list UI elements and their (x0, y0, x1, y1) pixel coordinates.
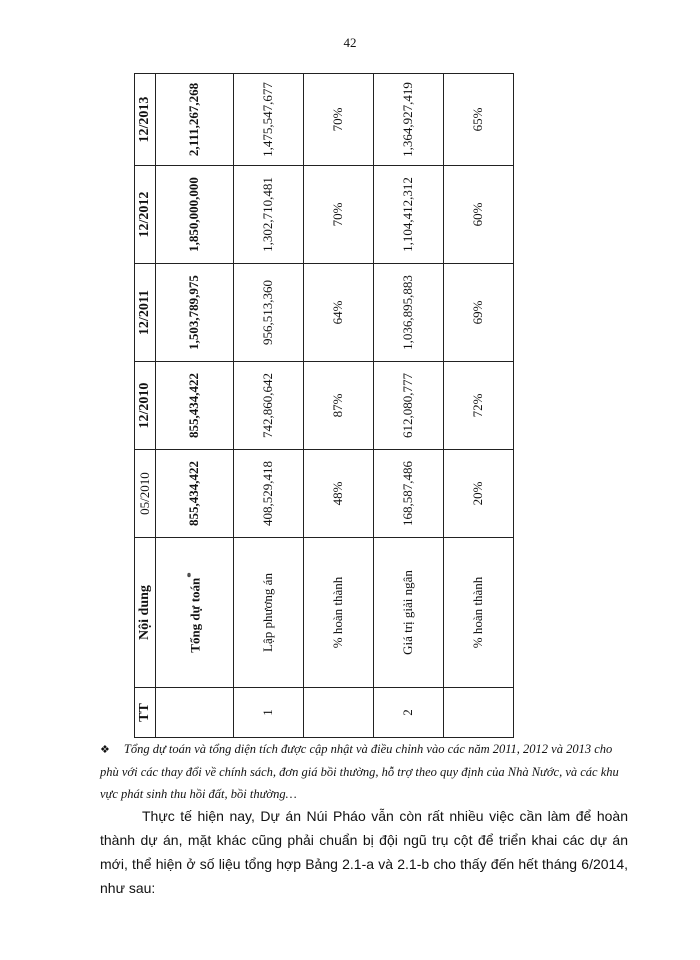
cell-value: 70% (303, 74, 373, 166)
cell-value: 60% (443, 166, 513, 264)
note-text: Tổng dự toán và tổng diện tích được cập nhật và điều chỉnh vào các năm 2011, 2012 và 2013 cho phù với các thay đổi về chính sách, đơn giá bồi thường, hỗ trợ theo quy định của Nhà Nước, và các khu vực phát sinh thu hồi đất, bồi thường… (100, 742, 619, 801)
cell-value: 2,111,267,268 (156, 74, 234, 166)
row-label: % hoàn thành (303, 538, 373, 688)
cell-value: 64% (303, 264, 373, 362)
table-row (233, 74, 303, 738)
table-row (443, 74, 513, 738)
header-period: 12/2010 (135, 362, 156, 450)
table-note (100, 738, 628, 805)
cell-value: 20% (443, 450, 513, 538)
cell-value: 612,080,777 (373, 362, 443, 450)
cell-value: 742,860,642 (233, 362, 303, 450)
cell-value: 1,475,547,677 (233, 74, 303, 166)
row-tt: 2 (373, 688, 443, 738)
cell-value: 87% (303, 362, 373, 450)
table-row (303, 74, 373, 738)
cell-value: 1,850,000,000 (156, 166, 234, 264)
cell-value: 1,302,710,481 (233, 166, 303, 264)
diamond-bullet-icon: ❖ (100, 744, 110, 756)
cell-value: 956,513,360 (233, 264, 303, 362)
header-period: 05/2010 (135, 450, 156, 538)
rotated-table-container (134, 82, 514, 738)
row-label: Tổng dự toán* (156, 538, 234, 688)
row-label: Lập phương án (233, 538, 303, 688)
cell-value: 70% (303, 166, 373, 264)
cell-value: 855,434,422 (156, 362, 234, 450)
row-tt (156, 688, 234, 738)
row-tt: 1 (233, 688, 303, 738)
row-tt (303, 688, 373, 738)
row-label: Giá trị giải ngân (373, 538, 443, 688)
cell-value: 69% (443, 264, 513, 362)
table-row (156, 74, 234, 738)
cell-value: 408,529,418 (233, 450, 303, 538)
header-tt: TT (135, 688, 156, 738)
cell-value: 72% (443, 362, 513, 450)
paragraph-text: Thực tế hiện nay, Dự án Núi Pháo vẫn còn rất nhiều việc cần làm để hoàn thành dự án, mặt khác cũng phải chuẩn bị đội ngũ trụ cột để triển khai các dự án mới, thể hiện ở số liệu tổng hợp Bảng 2.1-a và 2.1-b cho thấy đến hết tháng 6/2014, như sau: (100, 808, 628, 896)
cell-value: 168,587,486 (373, 450, 443, 538)
cell-value: 48% (303, 450, 373, 538)
cell-value: 1,503,789,975 (156, 264, 234, 362)
page-number: 42 (343, 35, 357, 50)
cell-value: 1,364,927,419 (373, 74, 443, 166)
header-period: 12/2012 (135, 166, 156, 264)
footnote-marker: * (185, 572, 198, 578)
cell-value: 65% (443, 74, 513, 166)
header-period: 12/2011 (135, 264, 156, 362)
header-period: 12/2013 (135, 74, 156, 166)
body-paragraph (100, 804, 628, 900)
cell-value: 1,036,895,883 (373, 264, 443, 362)
row-label: % hoàn thành (443, 538, 513, 688)
header-noi-dung: Nội dung (135, 538, 156, 688)
row-tt (443, 688, 513, 738)
table-header-row (135, 74, 156, 738)
cell-value: 1,104,412,312 (373, 166, 443, 264)
table-row (373, 74, 443, 738)
progress-table (134, 73, 514, 738)
cell-value: 855,434,422 (156, 450, 234, 538)
